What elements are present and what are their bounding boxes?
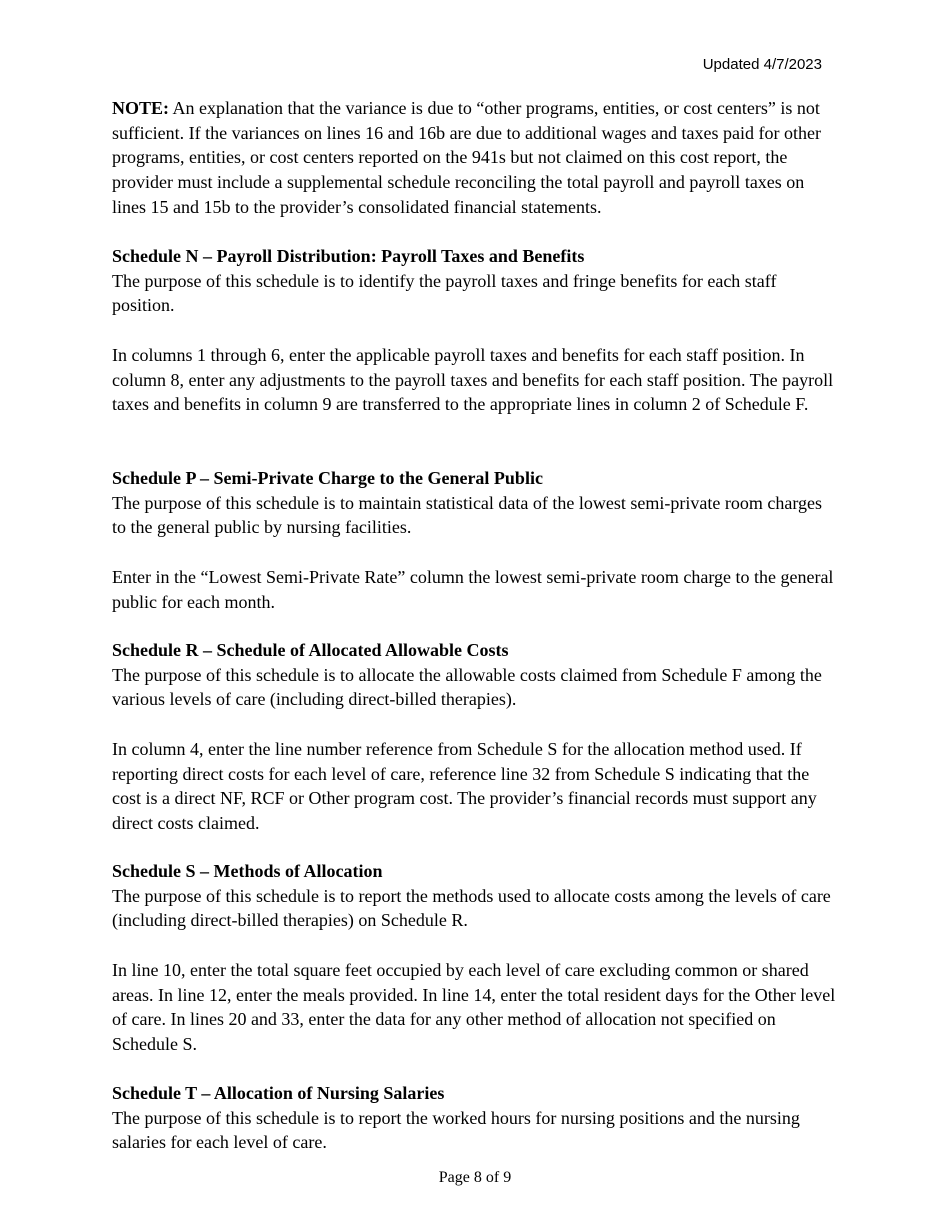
section-paragraph: In column 4, enter the line number reference from Schedule S for the allocation method used. If reporting direct costs for each level of care, reference line 32 from Schedule S indicating that the cost is a direct NF, RCF or Other program cost. The provider’s financial records must support any direct costs claimed. xyxy=(112,738,817,833)
section-heading: Schedule N – Payroll Distribution: Payroll Taxes and Benefits xyxy=(112,246,585,266)
section-paragraph: In line 10, enter the total square feet occupied by each level of care excluding common or shared areas. In line 12, enter the meals provided. In line 14, enter the total resident days for the Other level of care. In lines 20 and 33, enter the data for any other method of allocation not specified on Schedule S. xyxy=(112,959,836,1054)
section-schedule-r xyxy=(112,638,838,836)
section-schedule-n xyxy=(112,244,838,417)
section-paragraph: The purpose of this schedule is to report the methods used to allocate costs among the levels of care (including direct-billed therapies) on Schedule R. xyxy=(112,885,831,931)
section-heading: Schedule P – Semi-Private Charge to the General Public xyxy=(112,468,543,488)
note-text: An explanation that the variance is due to “other programs, entities, or cost centers” is not sufficient. If the variances on lines 16 and 16b are due to additional wages and taxes paid for other programs, entities, or cost centers reported on the 941s but not claimed on this cost report, the provider must include a supplemental schedule reconciling the total payroll and payroll taxes on lines 15 and 15b to the provider’s consolidated financial statements. xyxy=(112,98,821,217)
section-heading: Schedule R – Schedule of Allocated Allowable Costs xyxy=(112,640,509,660)
section-schedule-t xyxy=(112,1081,838,1155)
note-label: NOTE: xyxy=(112,98,170,118)
section-paragraph: The purpose of this schedule is to allocate the allowable costs claimed from Schedule F among the various levels of care (including direct-billed therapies). xyxy=(112,664,822,710)
section-schedule-s xyxy=(112,859,838,1057)
section-schedule-p xyxy=(112,466,838,614)
section-paragraph: The purpose of this schedule is to report the worked hours for nursing positions and the nursing salaries for each level of care. xyxy=(112,1107,800,1153)
section-paragraph: The purpose of this schedule is to identify the payroll taxes and fringe benefits for each staff position. xyxy=(112,270,777,316)
note-paragraph xyxy=(112,96,838,220)
updated-date: Updated 4/7/2023 xyxy=(702,56,822,73)
section-paragraph: Enter in the “Lowest Semi-Private Rate” column the lowest semi-private room charge to the general public for each month. xyxy=(112,566,834,612)
section-paragraph: The purpose of this schedule is to maintain statistical data of the lowest semi-private room charges to the general public by nursing facilities. xyxy=(112,492,822,538)
page-number: Page 8 of 9 xyxy=(438,1169,512,1186)
section-heading: Schedule S – Methods of Allocation xyxy=(112,861,383,881)
section-heading: Schedule T – Allocation of Nursing Salaries xyxy=(112,1083,445,1103)
section-paragraph: In columns 1 through 6, enter the applicable payroll taxes and benefits for each staff position. In column 8, enter any adjustments to the payroll taxes and benefits for each staff position. The payroll taxes and benefits in column 9 are transferred to the appropriate lines in column 2 of Schedule F. xyxy=(112,344,834,415)
